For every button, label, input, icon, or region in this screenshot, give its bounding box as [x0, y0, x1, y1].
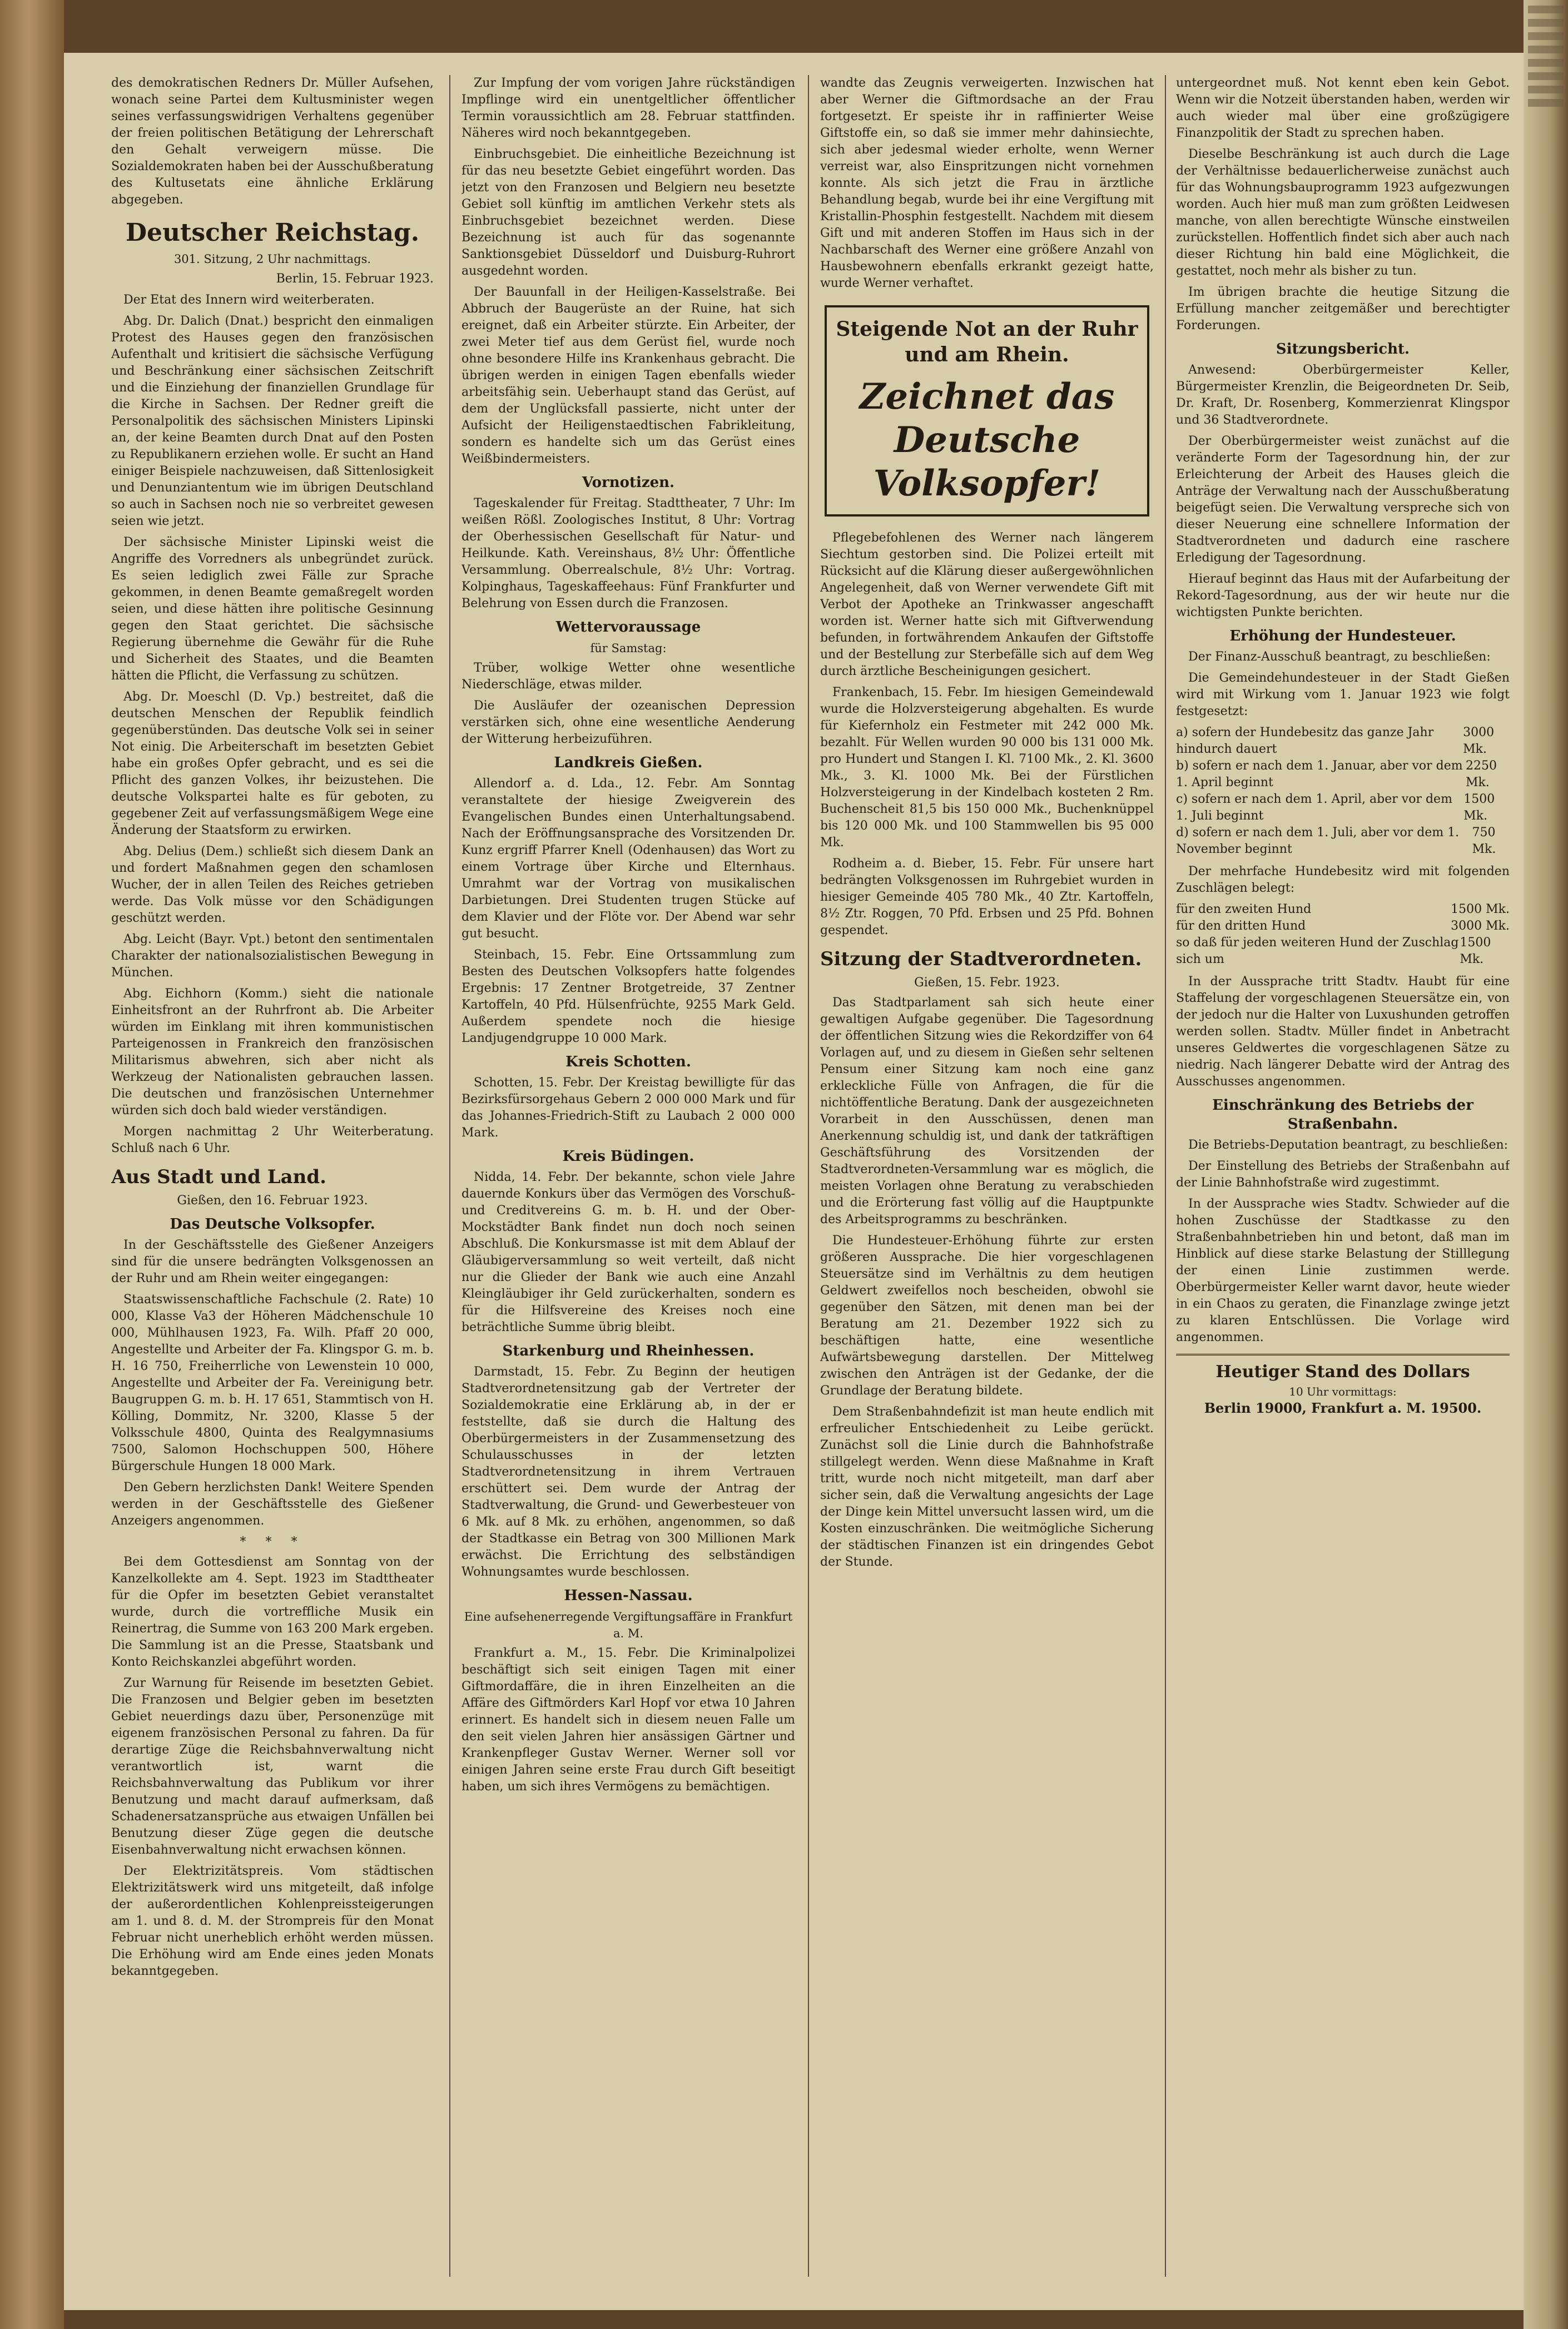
article-text: Die Betriebs-Deputation beantragt, zu beschließen:: [1188, 1138, 1509, 1152]
tax-row: c) sofern er nach dem 1. April, aber vor dem 1. Juli beginnt 1500 Mk.: [1176, 792, 1495, 823]
article-heading: Das Deutsche Volksopfer.: [170, 1216, 375, 1233]
article-heading: Einschränkung des Betriebs der Straßenbahn.: [1212, 1097, 1473, 1133]
article-text: Abg. Leicht (Bayr. Vpt.) betont den sentimentalen Charakter der nationalsozialistischen Bewegung in München.: [111, 932, 434, 980]
column-rule: [1165, 75, 1166, 2277]
dateline: Gießen, den 16. Februar 1923.: [177, 1194, 368, 1208]
article-text: Staatswissenschaftliche Fachschule (2. Rate) 10 000, Klasse Va3 der Höheren Mädchenschule 10 000, Mühlhausen 1923, Fa. Wilh. Pfaff 20 000, Angestellte und Arbeiter der Fa. Klingspor G. m. b. H. 16 750, Freiherrliche von Lewenstein 10 000, Angestellte und Arbeiter der Fa. Vereinigung betr. Baugruppen G. m. b. H. 17 651, Stammtisch von H. Kölling, Dommitz, Nr. 3200, Klasse 5 der Volksschule 4800, Quinta des Realgymnasiums 7500, Salomon Hochschuppen 500, Höhere Bürgerschule Hungen 18 000 Mark.: [111, 1293, 434, 1473]
article-text: In der Aussprache wies Stadtv. Schwieder auf die hohen Zuschüsse der Stadtkasse zu den Straßenbahnbetrieben hin und betont, daß man im Hinblick auf diese starke Belastung der Stilllegung der einen Linie zustimmen werde. Oberbürgermeister Keller warnt davor, heute wieder in ein Chaos zu geraten, die Finanzlage zwinge jetzt zu klaren Entschlüssen. Die Vorlage wird angenommen.: [1176, 1197, 1510, 1344]
dollar-time: 10 Uhr vormittags:: [1289, 1385, 1397, 1398]
volksopfer-appeal-box: [825, 305, 1149, 517]
dollar-heading: Heutiger Stand des Dollars: [1215, 1362, 1470, 1382]
article-text: untergeordnet muß. Not kennt eben kein Gebot. Wenn wir die Notzeit überstanden haben, werden wir auch wieder mal über eine großzügigere Finanzpolitik der Stadt zu sprechen haben.: [1176, 76, 1510, 140]
section-heading-stadt: Aus Stadt und Land.: [111, 1166, 326, 1188]
article-text: Abg. Delius (Dem.) schließt sich diesem Dank an und fordert Maßnahmen gegen den schamlosen Wucher, der in allen Teilen des Reiches getrieben werde. Das Volk müsse vor den Schädigungen geschützt werden.: [111, 845, 434, 925]
article-text: Schotten, 15. Febr. Der Kreistag bewilligte für das Bezirksfürsorgehaus Gebern 2 000 000 Mark und für das Johannes-Friedrich-Stift zu Laubach 2 000 000 Mark.: [462, 1076, 795, 1140]
article-text: Abg. Eichhorn (Komm.) sieht die nationale Einheitsfront an der Ruhrfront ab. Die Arbeiter würden im Einklang mit ihren kommunistischen Parteigenossen in Frankreich den französischen Militarismus abwehren, sich aber nicht als Werkzeug der Nationalisten gebrauchen lassen. Die deutschen und französischen Unternehmer würden sich doch bald wieder verständigen.: [111, 987, 434, 1118]
article-text: Zur Impfung der vom vorigen Jahre rückständigen Impflinge wird ein unentgeltlicher öffentlicher Termin voraussichtlich am 28. Februar stattfinden. Näheres wird noch bekanntgegeben.: [462, 76, 795, 140]
article-heading: Starkenburg und Rheinhessen.: [502, 1343, 755, 1359]
tax-table: [1176, 724, 1510, 858]
article-text: Die Hundesteuer-Erhöhung führte zur ersten größeren Aussprache. Die hier vorgeschlagenen Steuersätze sind im Verhältnis zu dem heutigen Geldwert zweifellos noch bescheiden, obwohl sie gegenüber den Sätzen, mit denen man bei der Beratung am 21. Dezember 1922 sich zu beschäftigen hatte, eine wesentliche Aufwärtsbewegung darstellen. Der Mittelweg zwischen den Anträgen ist der Gedanke, der die Grundlage der Beratung bildete.: [820, 1234, 1154, 1398]
article-text: Trüber, wolkige Wetter ohne wesentliche Niederschläge, etwas milder.: [462, 661, 795, 692]
article-text: Anwesend: Oberbürgermeister Keller, Bürgermeister Krenzlin, die Beigeordneten Dr. Seib, Dr. Kraft, Dr. Rosenberg, Kommerzienrat Klingspor und 36 Stadtverordnete.: [1176, 363, 1510, 427]
dollar-rate-box: [1176, 1354, 1510, 1417]
article-heading: Sitzungsbericht.: [1276, 341, 1410, 357]
article-text: Im übrigen brachte die heutige Sitzung die Erfüllung mancher zeitgemäßer und berechtigter Forderungen.: [1176, 285, 1510, 332]
article-text: Der Oberbürgermeister weist zunächst auf die veränderte Form der Tagesordnung hin, der zur Erleichterung der Arbeit des Hauses gleich die Anträge der Verwaltung nach der Ausschußberatung beigefügt seien. Die Verwaltung verspreche sich von dieser Neuerung eine schnellere Information der Stadtverordneten und dadurch eine raschere Erledigung der Tagesordnung.: [1176, 434, 1510, 565]
article-text: Dem Straßenbahndefizit ist man heute endlich mit erfreulicher Entschiedenheit zu Leibe gerückt. Zunächst soll die Linie durch die Bahnhofstraße stillgelegt werden. Wenn diese Maßnahme in Kraft tritt, wurde noch nicht mitgeteilt, man darf aber sicher sein, daß die Verwaltung angesichts der Lage der Dinge kein Mittel unversucht lassen wird, um die Kosten einzuschränken. Die weitmögliche Sicherung der städtischen Finanzen ist ein dringendes Gebot der Stunde.: [820, 1405, 1154, 1569]
article-text: Der mehrfache Hundebesitz wird mit folgenden Zuschlägen belegt:: [1176, 865, 1510, 895]
article-text: Tageskalender für Freitag. Stadttheater, 7 Uhr: Im weißen Rößl. Zoologisches Institut, 8 Uhr: Vortrag der Oberhessischen Gesellschaft für Natur- und Heilkunde. Kath. Vereinshaus, 8½ Uhr: Öffentliche Versammlung. Oberrealschule, 8½ Uhr: Vortrag. Kolpinghaus, Tageskaffeehaus: Fünf Frankfurter und Belehrung von Essen durch die Franzosen.: [462, 496, 795, 610]
article-text: Pflegebefohlenen des Werner nach längerem Siechtum gestorben sind. Die Polizei erteilt mit Rücksicht auf die Klärung dieser außergewöhnlichen Angelegenheit, daß von Werner verwendete Gift mit Verbot der Apotheke an Trinkwasser angeschafft worden ist. Werner hatte sich mit Giftverwendung befunden, in fortwährendem Ankaufen der Giftstoffe und der Bestellung zur Sterbefälle sich auf dem Weg durch ärztliche Bescheinigungen gesichert.: [820, 531, 1154, 678]
article-heading: Landkreis Gießen.: [554, 754, 703, 771]
article-text: Allendorf a. d. Lda., 12. Febr. Am Sonntag veranstaltete der hiesige Zweigverein des Evangelischen Bundes einen Unterhaltungsabend. Nach der Eröffnungsansprache des Vorsitzenden Dr. Kunz ergriff Pfarrer Knell (Odenhausen) das Wort zu einem Vortrage über Kirche und Elternhaus. Umrahmt war der Vortrag von musikalischen Darbietungen. Drei Studenten trugen Stücke auf dem Klavier und der Flöte vor. Der Abend war sehr gut besucht.: [462, 777, 795, 941]
newspaper-page: [64, 53, 1524, 2310]
article-text: Die Gemeindehundesteuer in der Stadt Gießen wird mit Wirkung vom 1. Januar 1923 wie folgt festgesetzt:: [1176, 671, 1510, 718]
article-text: des demokratischen Redners Dr. Müller Aufsehen, wonach seine Partei dem Kultusminister wegen seines verfassungswidrigen Verhaltens gegenüber der freien politischen Betätigung der Lehrerschaft den Gehalt verweigern müsse. Die Sozialdemokraten haben bei der Ausschußberatung des Kultusetats eine ähnliche Erklärung abgegeben.: [111, 76, 434, 207]
surcharge-table: [1176, 901, 1510, 968]
article-text: Frankfurt a. M., 15. Febr. Die Kriminalpolizei beschäftigt sich seit einigen Tagen mit einer Giftmordaffäre, die in ihren Einzelheiten an die Affäre des Giftmörders Karl Hopf vor etwa 10 Jahren erinnert. Es handelt sich in diesem neuen Falle um den seit vielen Jahren hier ansässigen Gärtner und Krankenpfleger Gustav Werner. Werner soll vor einigen Jahren seine erste Frau durch Gift beseitigt haben, um sich ihres Vermögens zu bemächtigen.: [462, 1646, 795, 1794]
section-heading-stadtverordnete: Sitzung der Stadtverordneten.: [820, 948, 1142, 970]
tax-row: so daß für jeden weiteren Hund der Zuschlag sich um 1500 Mk.: [1176, 936, 1491, 966]
article-heading: Kreis Schotten.: [565, 1054, 691, 1070]
article-text: Dieselbe Beschränkung ist auch durch die Lage der Verhältnisse bedauerlicherweise zunächst auch für das Wohnungsbauprogramm 1923 aufgezwungen worden. Auch hier muß man zum größten Leidwesen manche, von allen berechtigte Wünsche einstweilen zurückstellen. Hoffentlich findet sich aber auch nach dieser Richtung hin bald eine Möglichkeit, die gestattet, noch mehr als bisher zu tun.: [1176, 147, 1510, 278]
article-text: wandte das Zeugnis verweigerten. Inzwischen hat aber Werner die Giftmordsache an der Frau fortgesetzt. Er speiste ihr in raffinierter Weise Giftstoffe ein, so daß sie immer mehr dahinsiechte, sich aber jedesmal wieder erholte, wenn Werner verreist war, also Einspritzungen nicht vornehmen konnte. Als sich jetzt die Frau in ärztliche Behandlung begab, wurde bei ihr eine Vergiftung mit Kristallin-Phosphin festgestellt. Nachdem mit diesem Gift und mit anderen Stoffen im Haus sich in der Nachbarschaft des Werner eine größere Anzahl von Hausbewohnern ebenfalls erkrankt gezeigt hatte, wurde Werner verhaftet.: [820, 76, 1154, 290]
article-text: Der Finanz-Ausschuß beantragt, zu beschließen:: [1188, 650, 1491, 664]
session-line: 301. Sitzung, 2 Uhr nachmittags.: [173, 252, 371, 266]
appeal-slogan: Zeichnet das Deutsche Volksopfer!: [859, 376, 1115, 504]
article-subheading: für Samstag:: [590, 642, 667, 655]
article-text: In der Geschäftsstelle des Gießener Anzeigers sind für die unsere bedrängten Volksgenossen an der Ruhr und am Rhein weiter eingegangen:: [111, 1238, 434, 1285]
tax-row: a) sofern der Hundebesitz das ganze Jahr hindurch dauert 3000 Mk.: [1176, 726, 1495, 756]
article-text: Frankenbach, 15. Febr. Im hiesigen Gemeindewald wurde die Holzversteigerung abgehalten. Es wurde für Kiefernholz ein Festmeter mit 242 000 Mk. bezahlt. Für Wellen wurden 90 000 bis 131 000 Mk. pro Hundert und Stangen I. Kl. 7100 Mk., 2. Kl. 3600 Mk., 3. Kl. 1000 Mk. Bei der Fürstlichen Holzversteigerung in der Kindelbach kosteten 2 Rm. Buchenscheit 81,5 bis 150 000 Mk., Buchenknüppel bis 120 000 Mk. und 100 Stammwellen bis 95 000 Mk.: [820, 686, 1154, 850]
column-1: [111, 75, 434, 2288]
article-text: Steinbach, 15. Febr. Eine Ortssammlung zum Besten des Deutschen Volksopfers hatte folgendes Ergebnis: 17 Zentner Brotgetreide, 37 Zentner Kartoffeln, 40 Pfd. Hülsenfrüchte, 9255 Mark Geld. Außerdem spendete noch die hiesige Landjugendgruppe 10 000 Mark.: [462, 948, 795, 1045]
article-text: Einbruchsgebiet. Die einheitliche Bezeichnung ist für das neu besetzte Gebiet eingeführt worden. Das jetzt von den Franzosen und Belgiern neu besetzte Gebiet soll künftig im amtlichen Verkehr stets als Einbruchsgebiet bezeichnet werden. Diese Bezeichnung ist auch für das sogenannte Sanktionsgebiet Düsseldorf und Duisburg-Ruhrort ausgedehnt worden.: [462, 147, 795, 278]
adjacent-page-edge: [1524, 0, 1568, 2329]
article-text: Der Einstellung des Betriebs der Straßenbahn auf der Linie Bahnhofstraße wird zugestimmt.: [1176, 1159, 1510, 1190]
article-text: Darmstadt, 15. Febr. Zu Beginn der heutigen Stadtverordnetensitzung gab der Vertreter der Sozialdemokratie eine Erklärung ab, in der er feststellte, daß sie durch die Haltung des Oberbürgermeisters in der Zusammensetzung des Schulausschusses in der letzten Stadtverordnetensitzung in ihrem Vertrauen erschüttert sei. Dem wurde der Antrag der Stadtverwaltung, die Grund- und Gewerbesteuer von 6 Mk. auf 8 Mk. zu erhöhen, angenommen, so daß der Stadtkasse ein Betrag von 300 Millionen Mark erwächst. Die Errichtung des selbständigen Wohnungsamtes wurde beschlossen.: [462, 1365, 795, 1579]
column-rule: [449, 75, 450, 2277]
article-text: Der Bauunfall in der Heiligen-Kasselstraße. Bei Abbruch der Baugerüste an der Ruine, hat sich ereignet, daß ein Arbeiter stürzte. Ein Arbeiter, der zwei Meter tief aus dem Gerüst fiel, wurde noch ohne besondere Hilfe ins Krankenhaus gebracht. Die übrigen werden in einigen Tagen ebenfalls wieder arbeitsfähig sein. Ueberhaupt stand das Gerüst, auf dem der Unglücksfall passierte, nicht unter der Aufsicht der Heiligenstaedtischen Fabrikleitung, sondern es handelte sich um das Gerüst eines Weißbindermeisters.: [462, 285, 795, 466]
tax-row: d) sofern er nach dem 1. Juli, aber vor dem 1. November beginnt 750 Mk.: [1176, 826, 1496, 856]
article-heading: Kreis Büdingen.: [562, 1148, 694, 1165]
article-text: Rodheim a. d. Bieber, 15. Febr. Für unsere hart bedrängten Volksgenossen im Ruhrgebiet wurden in hiesiger Gemeinde 405 780 Mk., 40 Ztr. Kartoffeln, 8½ Ztr. Roggen, 70 Pfd. Erbsen und 25 Pfd. Bohnen gespendet.: [820, 857, 1154, 937]
tax-row: für den zweiten Hund 1500 Mk.: [1176, 902, 1510, 916]
dateline: Berlin, 15. Februar 1923.: [276, 272, 434, 286]
dollar-value: Berlin 19000, Frankfurt a. M. 19500.: [1204, 1400, 1482, 1416]
article-text: Die Ausläufer der ozeanischen Depression verstärken sich, ohne eine wesentliche Aenderung der Witterung herbeizuführen.: [462, 699, 795, 746]
article-text: Hierauf beginnt das Haus mit der Aufarbeitung der Rekord-Tagesordnung, aus der wir heute nur die wichtigsten Punkte berichten.: [1176, 572, 1510, 619]
article-text: Nidda, 14. Febr. Der bekannte, schon viele Jahre dauernde Konkurs über das Vermögen des Vorschuß- und Creditvereins G. m. b. H. und der Ober-Mockstädter Bank findet nun doch noch seinen Abschluß. Die Konkursmasse ist mit dem Ablauf der Gläubigerversammlung so weit verteilt, daß nicht nur die Glieder der Bank wie auch eine Anzahl Kleingläubiger ihr Geld zurückerhalten, sondern es für die Hilfsvereine des Kreises noch eine beträchtliche Summe übrig bleibt.: [462, 1170, 795, 1334]
article-text: Abg. Dr. Dalich (Dnat.) bespricht den einmaligen Protest des Hauses gegen den französischen Aufenthalt und kritisiert die sächsische Verfügung und Beschränkung einer sächsischen Zeitschrift und die Einziehung der finanziellen Grundlage für die Kirche in Sachsen. Der Redner greift die Personalpolitik des sächsischen Ministers Lipinski an, der keine Beamten durch Dnat auf den Posten zu Republikanern erziehen wolle. Er sucht an Hand einiger Beispiele nachzuweisen, daß Sittenlosigkeit und Denunziantentum wie im übrigen Deutschland so auch in Sachsen noch nie so verbreitet gewesen seien wie jetzt.: [111, 314, 434, 528]
article-text: Abg. Dr. Moeschl (D. Vp.) bestreitet, daß die deutschen Menschen der Republik feindlich gegenüberstünden. Das deutsche Volk sei in seiner Not einig. Die Arbeiterschaft im besetzten Gebiet habe ein großes Opfer gebracht, und es sei die Pflicht des ganzen Volkes, ihr beizustehen. Die deutsche Volkspartei halte es für geboten, zu gegebener Zeit auf verfassungsmäßigem Wege eine Änderung der Staatsform zu erwirken.: [111, 690, 434, 837]
article-text: In der Aussprache tritt Stadtv. Haubt für eine Staffelung der vorgeschlagenen Steuersätze ein, von der jedoch nur die Halter von Luxushunden getroffen werden sollen. Stadtv. Müller findet in Anbetracht unseres Geldwertes die vorgeschlagenen Sätze zu niedrig. Nach längerer Debatte wird der Antrag des Ausschusses angenommen.: [1176, 975, 1510, 1089]
article-text: Der Elektrizitätspreis. Vom städtischen Elektrizitätswerk wird uns mitgeteilt, daß infolge der außerordentlichen Kohlenpreissteigerungen am 1. und 8. d. M. der Strompreis für den Monat Februar nicht unerheblich erhöht werden müssen. Die Erhöhung wird am Ende eines jeden Monats bekanntgegeben.: [111, 1864, 434, 1978]
book-binding: [0, 0, 64, 2329]
article-text: Das Stadtparlament sah sich heute einer gewaltigen Aufgabe gegenüber. Die Tagesordnung der öffentlichen Sitzung wies die Rekordziffer von 64 Vorlagen auf, und zu diesem in Gießen sehr seltenen Pensum einer Sitzung kam noch eine ganz erkleckliche Fülle von Anfragen, die für die nichtöffentliche Beratung. Dank der ausgezeichneten Vorarbeit in den Ausschüssen, denen man Anerkennung schuldig ist, und dank der tatkräftigen Geschäftsführung des Vorsitzenden der Stadtverordneten-Versammlung war es möglich, die meisten Vorlagen ohne Beratung zu verabschieden und die Erörterung fast völlig auf die Hauptpunkte des Arbeitsprogramms zu beschränken.: [820, 996, 1154, 1226]
article-heading: Wettervoraussage: [555, 619, 701, 635]
column-3: [820, 75, 1154, 2288]
article-heading: Erhöhung der Hundesteuer.: [1229, 628, 1456, 644]
separator: * * *: [240, 1535, 305, 1549]
article-text: Bei dem Gottesdienst am Sonntag von der Kanzelkollekte am 4. Sept. 1923 im Stadttheater für die Opfer im besetzten Gebiet veranstaltet wurde, durch die vortreffliche Musik ein Reinertrag, die Summe von 163 200 Mark ergeben. Die Sammlung ist an die Presse, Staatsbank und Konto Reichskanzlei abgeführt worden.: [111, 1555, 434, 1669]
tax-row: für den dritten Hund 3000 Mk.: [1176, 919, 1510, 933]
article-text: Zur Warnung für Reisende im besetzten Gebiet. Die Franzosen und Belgier geben im besetzten Gebiet neuerdings dazu über, Personenzüge mit eigenem französischen Personal zu fahren. Da für derartige Züge die Reichsbahnverwaltung nicht verantwortlich ist, warnt die Reichsbahnverwaltung das Publikum vor ihrer Benutzung und macht darauf aufmerksam, daß Schadenersatzansprüche aus etwaigen Unfällen bei Benutzung dieser Züge gegen die deutsche Eisenbahnverwaltung nicht erwachsen können.: [111, 1676, 434, 1857]
column-2: [462, 75, 795, 2288]
column-rule: [808, 75, 809, 2277]
article-heading: Hessen-Nassau.: [564, 1587, 693, 1604]
section-heading-reichstag: Deutscher Reichstag.: [125, 219, 420, 247]
appeal-line: Steigende Not an der Ruhr und am Rhein.: [836, 317, 1138, 366]
article-text: Der sächsische Minister Lipinski weist die Angriffe des Vorredners als unbegründet zurück. Es seien lediglich zwei Fälle zur Sprache gekommen, in denen Beamte gemaßregelt worden seien, und diese hätten ihre politische Gesinnung gegen den Staat gerichtet. Die sächsische Regierung übernehme die Gewähr für die Ruhe und Sicherheit des Staates, und die Beamten hätten die Pflicht, die Verfassung zu schützen.: [111, 535, 434, 683]
article-text: Den Gebern herzlichsten Dank! Weitere Spenden werden in der Geschäftsstelle des Gießener Anzeigers angenommen.: [111, 1481, 434, 1528]
dateline: Gießen, 15. Febr. 1923.: [914, 976, 1060, 990]
article-subheading: Eine aufsehenerregende Vergiftungsaffäre in Frankfurt a. M.: [464, 1610, 793, 1640]
article-heading: Vornotizen.: [582, 474, 675, 491]
column-4: [1176, 75, 1510, 2288]
article-text: Morgen nachmittag 2 Uhr Weiterberatung. Schluß nach 6 Uhr.: [111, 1125, 434, 1155]
article-text: Der Etat des Innern wird weiterberaten.: [123, 293, 375, 307]
tax-row: b) sofern er nach dem 1. Januar, aber vor dem 1. April beginnt 2250 Mk.: [1176, 759, 1497, 789]
